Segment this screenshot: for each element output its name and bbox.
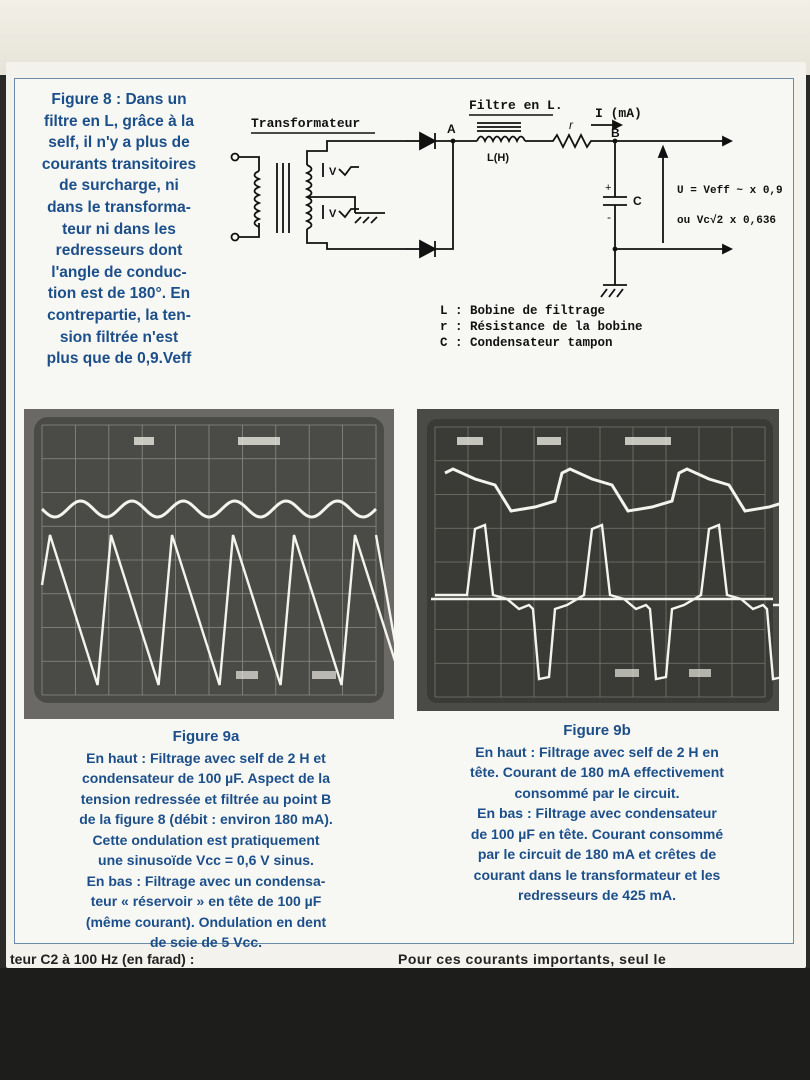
caption-line: (même courant). Ondulation en dent [85, 913, 327, 930]
legend-item: r : Résistance de la bobine [440, 320, 643, 334]
current-label: I (mA) [595, 106, 642, 121]
figure8-caption [21, 89, 217, 370]
inductor-label: L(H) [487, 152, 509, 164]
caption-line: plus que de 0,9.Veff [46, 350, 192, 368]
capacitor-label: C [633, 194, 642, 208]
figure9a-title: Figure 9a [172, 728, 240, 745]
footer-left-text: teur C2 à 100 Hz (en farad) : [10, 954, 195, 967]
caption-line: de 100 µF en tête. Courant consommé [470, 825, 724, 842]
cut-off-body-text [6, 954, 806, 968]
legend-item: C : Condensateur tampon [440, 336, 613, 350]
caption-line: En bas : Filtrage avec un condensa- [86, 872, 326, 889]
caption-line: une sinusoïde Vcc = 0,6 V sinus. [98, 852, 314, 868]
formula-line-2: ou Vc√2 x 0,636 [677, 215, 777, 227]
caption-line: courant dans le transformateur et les [473, 866, 721, 883]
caption-line: de surcharge, ni [59, 177, 179, 195]
caption-line: de scie de 5 Vcc. [149, 934, 263, 950]
caption-line: Figure 8 : Dans un [51, 91, 187, 108]
v-top-label: V [329, 166, 337, 178]
scope-9a-screen [24, 409, 394, 719]
legend-item: L : Bobine de filtrage [440, 304, 606, 318]
minus-label: - [607, 210, 611, 224]
caption-line: tion est de 180°. En [47, 285, 191, 303]
caption-line: de la figure 8 (débit : environ 180 mA). [79, 811, 333, 827]
oscilloscope-photo-9b [417, 409, 779, 711]
transformateur-label: Transformateur [251, 116, 361, 131]
caption-line: consommé par le circuit. [514, 784, 680, 801]
figure-panel [14, 78, 794, 950]
circuit-schematic [215, 93, 793, 313]
caption-line: teur « réservoir » en tête de 100 µF [90, 893, 322, 909]
caption-line: contrepartie, la ten- [47, 306, 191, 324]
caption-line: condensateur de 100 µF. Aspect de la [82, 770, 330, 786]
r-label: r [569, 118, 573, 132]
caption-line: courants transitoires [41, 155, 197, 173]
caption-line: teur ni dans les [62, 220, 176, 238]
caption-line: self, il n'y a plus de [48, 134, 190, 152]
caption-line: Cette ondulation est pratiquement [92, 831, 320, 848]
filtre-label: Filtre en L. [469, 98, 563, 113]
point-a-label: A [447, 122, 456, 136]
oscilloscope-photo-9a [24, 409, 394, 719]
caption-line: En bas : Filtrage avec condensateur [477, 805, 717, 821]
scope-9b-screen [417, 409, 779, 711]
caption-line: filtre en L, grâce à la [44, 112, 194, 130]
document-page [6, 62, 806, 968]
figure9a-caption [21, 727, 391, 953]
schematic-legend [440, 303, 643, 351]
caption-line: l'angle de conduc- [51, 263, 187, 281]
caption-line: redresseurs de 425 mA. [518, 887, 676, 903]
figure9b-caption [411, 721, 783, 906]
caption-line: redresseurs dont [55, 242, 183, 260]
caption-line: dans le transforma- [47, 198, 191, 216]
caption-line: En haut : Filtrage avec self de 2 H et [86, 749, 326, 766]
caption-line: tension redressée et filtrée au point B [80, 790, 332, 807]
screen-bezel-shadow [0, 968, 810, 1080]
caption-line: En haut : Filtrage avec self de 2 H en [475, 743, 719, 760]
point-b-label: B [611, 126, 620, 140]
caption-line: tête. Courant de 180 mA effectivement [470, 764, 724, 780]
footer-right-text: Pour ces courants importants, seul le [398, 954, 667, 967]
plus-label: + [605, 182, 612, 194]
caption-line: sion filtrée n'est [59, 328, 179, 346]
figure9b-title: Figure 9b [563, 722, 631, 739]
v-bottom-label: V [329, 208, 337, 220]
formula-line-1: U = Veff ~ x 0,9 [677, 185, 783, 197]
caption-line: par le circuit de 180 mA et crêtes de [477, 846, 717, 862]
